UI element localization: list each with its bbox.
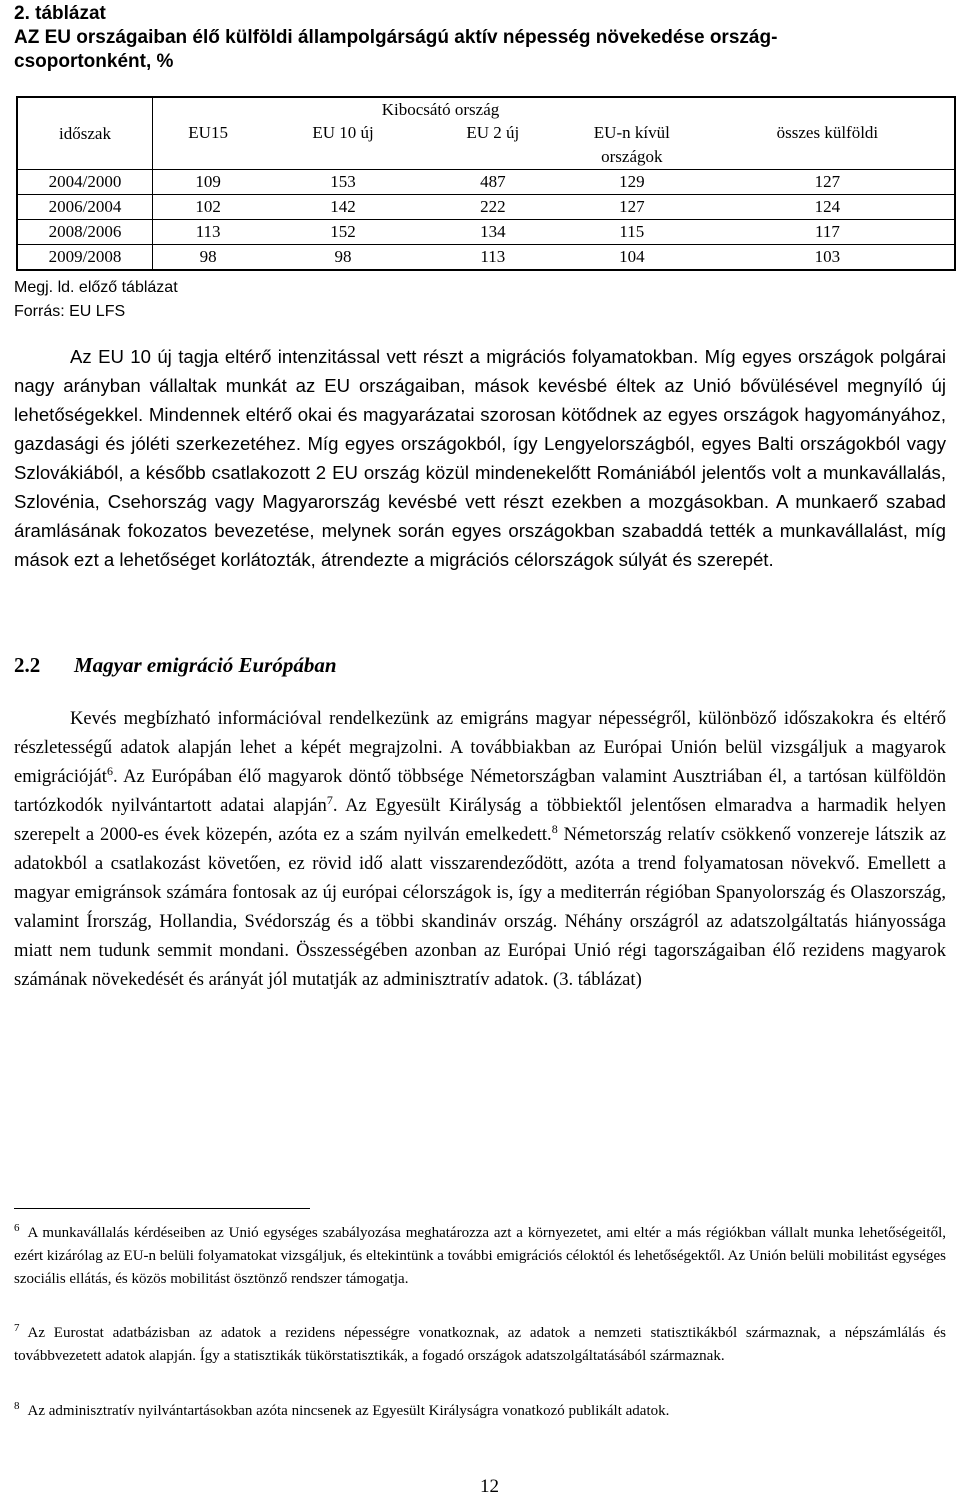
- paragraph-2-text-3: . Az Egyesült Királyság a többiektől jelentősen elmaradva a harmadik helyen szerepelt a 2000-es évek közepén, azóta ez a szám nyilván emelkedett.: [14, 795, 946, 845]
- table-header-row-columns: [17, 121, 955, 170]
- cell: 127: [701, 170, 955, 195]
- page-number: 12: [480, 1476, 499, 1497]
- cell: 109: [153, 170, 264, 195]
- header-origin: Kibocsátó ország: [381, 100, 500, 119]
- section-heading: [14, 650, 337, 680]
- section-title: Magyar emigráció Európában: [74, 653, 337, 677]
- cell: 487: [423, 170, 563, 195]
- row-period: 2009/2008: [17, 245, 153, 271]
- row-period: 2008/2006: [17, 220, 153, 245]
- row-period: 2006/2004: [17, 195, 153, 220]
- table-row: [17, 245, 955, 271]
- header-col-2: EU 2 új: [466, 123, 520, 142]
- cell: 127: [563, 195, 701, 220]
- footnote-ref-6[interactable]: 6: [106, 763, 113, 778]
- cell: 115: [563, 220, 701, 245]
- header-period: időszak: [17, 97, 153, 170]
- body-paragraph-2: [14, 704, 946, 994]
- footnote-ref-8[interactable]: 8: [551, 821, 558, 836]
- footnote-text: Az Eurostat adatbázisban az adatok a rezidens népességre vonatkoznak, az adatok a nemzeti statisztikákból származnak, a népszámlálás és továbbvezetett adatok alapján. Így a statisztikák tükörstatisztikák, a fogadó országok adatszolgáltatásából származnak.: [14, 1325, 946, 1364]
- paragraph-2-text-4: Németország relatív csökkenő vonzereje látszik az adatokból a csatlakozást követően, ez rövid idő alatt visszarendeződött, azóta a trend folyamatosan növekvő. Emellett a magyar emigránsok számára fontosak az új európai célországok is, így a mediterrán régióban Spanyolország és Olaszország, valamint Írország, Hollandia, Svédország és a többi skandináv ország. Néhány országról az adatszolgáltatás hiányossága miatt nem tudunk semmit mondani. Összességében azonban az Európai Unió régi tagországaiban élő rezidens magyarok számának növekedését és arányát jól mutatják az adminisztratív adatok. (3. táblázat): [14, 824, 946, 990]
- cell: 222: [423, 195, 563, 220]
- footnote-separator: [14, 1208, 310, 1209]
- cell: 134: [423, 220, 563, 245]
- data-table: [16, 96, 956, 271]
- table-row: [17, 195, 955, 220]
- header-col-1: EU 10 új: [312, 123, 374, 142]
- table-source: Forrás: EU LFS: [14, 303, 126, 320]
- cell: 124: [701, 195, 955, 220]
- table-row: [17, 220, 955, 245]
- cell: 103: [701, 245, 955, 271]
- section-number: 2.2: [14, 653, 41, 677]
- footnote-text: A munkavállalás kérdéseiben az Unió egységes szabályozása meghatározza azt a környezetet, ami eltér a más régiókban vállalt munka lehetőségeitől, ezért kizárólag az EU-n belüli folyamatokat vizsgáljuk, és eltekintünk a további emigrációs céloktól és lehetőségektől. Az Unión belüli mobilitást egységes szociális ellátás, és közös mobilitást ösztönző rendszer támogatja.: [14, 1225, 946, 1287]
- footnote-mark: 7: [14, 1322, 20, 1334]
- footnote-8: [14, 1400, 946, 1423]
- footnote-mark: 6: [14, 1222, 20, 1234]
- cell: 104: [563, 245, 701, 271]
- cell: 117: [701, 220, 955, 245]
- table-header-row-origin: [17, 97, 955, 121]
- table-note: Megj. ld. előző táblázat: [14, 279, 178, 296]
- table-row: [17, 170, 955, 195]
- cell: 113: [423, 245, 563, 271]
- cell: 98: [263, 245, 423, 271]
- footnote-text: Az adminisztratív nyilvántartásokban azóta nincsenek az Egyesült Királyságra vonatkozó publikált adatok.: [27, 1403, 670, 1419]
- table-notes: [14, 276, 178, 324]
- header-col-0: EU15: [188, 123, 228, 142]
- cell: 102: [153, 195, 264, 220]
- body-paragraph-1: [14, 342, 946, 574]
- footnote-6: [14, 1222, 946, 1291]
- header-col-4: összes külföldi: [776, 123, 879, 142]
- table-label: 2. táblázat: [14, 3, 106, 24]
- cell: 113: [153, 220, 264, 245]
- header-col-3: EU-n kívül országok: [593, 123, 670, 166]
- paragraph-2-text-2: . Az Európában élő magyarok döntő többsége Németországban valamint Ausztriában él, a tartósan külföldön tartózkodók nyilvántartott adatai alapján: [14, 766, 946, 816]
- footnote-7: [14, 1322, 946, 1368]
- row-period: 2004/2000: [17, 170, 153, 195]
- footnote-mark: 8: [14, 1400, 20, 1412]
- cell: 153: [263, 170, 423, 195]
- cell: 129: [563, 170, 701, 195]
- footnote-ref-7[interactable]: 7: [326, 792, 333, 807]
- paragraph-1-text: Az EU 10 új tagja eltérő intenzitással vett részt a migrációs folyamatokban. Míg egyes országok polgárai nagy arányban vállaltak munkát az EU országaiban, mások kevésbé éltek az Unió bővülésével megnyíló új lehetőségekkel. Mindennek eltérő okai és magyarázatai szorosan kötődnek az egyes országok hagyományához, gazdasági és jóléti szerkezetéhez. Míg egyes országokból, így Lengyelországból, egyes Balti országokból vagy Szlovákiából, a később csatlakozott 2 EU ország közül mindenekelőtt Romániából jelentős volt a munkavállalás, Szlovénia, Csehország vagy Magyarország kevésbé vett részt ezekben a mozgásokban. A munkaerő szabad áramlásának fokozatos bevezetése, melynek során egyes országokban szabaddá tették a munkavállalást, míg mások ezt a lehetőséget korlátozták, átrendezte a migrációs célországok súlyát és szerepét.: [14, 346, 946, 570]
- cell: 152: [263, 220, 423, 245]
- paragraph-2-text-1: Kevés megbízható információval rendelkezünk az emigráns magyar népességről, különböző időszakokra és eltérő részletességű adatok alapján lehet a képét megrajzolni. A továbbiakban az Európai Unión belül vizsgáljuk a magyarok emigrációját: [14, 708, 946, 787]
- cell: 142: [263, 195, 423, 220]
- table-title: AZ EU országaiban élő külföldi állampolgárságú aktív népesség növekedése ország-csoportonként, %: [14, 27, 778, 72]
- cell: 98: [153, 245, 264, 271]
